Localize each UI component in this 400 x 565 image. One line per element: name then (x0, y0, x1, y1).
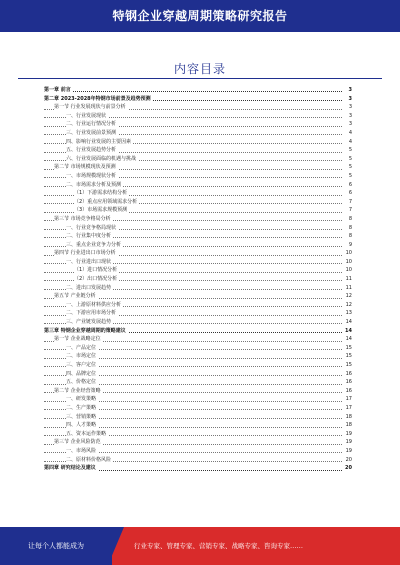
toc-row[interactable] (44, 352, 352, 361)
toc-entry-label: （1）下游需求结构分析 (74, 190, 128, 197)
toc-page-number: 16 (343, 378, 352, 387)
toc-entry-label: （2）重点应用领域需求分析 (74, 198, 138, 205)
toc-entry-label: 四、人才策略 (66, 422, 97, 429)
toc-entry-label: 二、市场需求分析及预测 (66, 181, 122, 188)
toc-page-number: 11 (343, 275, 352, 284)
toc-entry-label: 一、产品定位 (66, 344, 97, 351)
toc-row[interactable] (44, 215, 352, 224)
toc-row[interactable] (44, 163, 352, 172)
toc-row[interactable] (44, 413, 352, 422)
toc-entry-label: 第一章 前言 (44, 87, 71, 93)
toc-entry-label: 二、市场定位 (66, 353, 97, 360)
toc-row[interactable] (44, 309, 352, 318)
toc-row[interactable] (44, 138, 352, 147)
toc-row[interactable] (44, 421, 352, 430)
toc-page-number: 8 (343, 215, 352, 224)
toc-page-number: 8 (343, 232, 352, 241)
footer-brand-text: 让每个人都能成为 (0, 527, 112, 565)
toc-page-number: 6 (343, 181, 352, 190)
toc-page-number: 14 (343, 335, 352, 344)
report-title: 特钢企业穿越周期策略研究报告 (112, 9, 288, 23)
toc-entry-label: 第三节 企业风险防范 (54, 439, 101, 446)
toc-entry-label: 二、进出口发展趋势 (66, 284, 112, 291)
toc-entry-label: 五、资本运作策略 (66, 430, 107, 437)
toc-row[interactable] (44, 456, 352, 465)
toc-row[interactable] (44, 395, 352, 404)
toc-row[interactable] (44, 387, 352, 396)
toc-page-number: 13 (343, 309, 352, 318)
toc-page-number: 4 (343, 129, 352, 138)
toc-page-number: 18 (343, 421, 352, 430)
toc-page-number: 15 (343, 352, 352, 361)
footer-wedge (108, 527, 124, 565)
toc-row[interactable] (44, 120, 352, 129)
toc-entry-label: 二、下游应用市场分析 (66, 310, 117, 317)
toc-row[interactable] (44, 146, 352, 155)
toc-page-number: 19 (343, 438, 352, 447)
toc-row[interactable] (44, 361, 352, 370)
toc-row[interactable] (44, 438, 352, 447)
toc-entry-label: 三、产业链发展趋势 (66, 319, 112, 326)
toc-row[interactable] (44, 378, 352, 387)
toc-entry-label: 三、客户定位 (66, 362, 97, 368)
toc-page-number: 5 (343, 146, 352, 155)
toc-entry-label: （3）市场需求规模预测 (74, 207, 128, 214)
toc-page-number: 16 (343, 387, 352, 396)
toc-page-number: 5 (343, 163, 352, 172)
toc-entry-label: 第四节 行业进出口市场分析 (54, 250, 116, 257)
toc-chapter-row[interactable] (44, 95, 352, 104)
toc-entry-label: 一、市场规模现状分析 (66, 172, 117, 179)
toc-page-number: 15 (343, 361, 352, 370)
toc-entry-label: （2）出口情况分析 (74, 276, 118, 283)
toc-row[interactable] (44, 301, 352, 310)
toc-entry-label: 一、市场风险 (66, 447, 97, 454)
toc-page-number: 4 (343, 138, 352, 147)
toc-page-number: 12 (343, 301, 352, 310)
toc-page-number: 3 (343, 86, 352, 95)
toc-page-number: 12 (343, 292, 352, 301)
toc-entry-label: 第一节 行业发展现状与前景分析 (54, 104, 126, 111)
toc-page-number: 17 (343, 395, 352, 404)
toc-title: 内容目录 (173, 62, 226, 76)
toc-row[interactable] (44, 206, 352, 215)
toc-row[interactable] (44, 189, 352, 198)
toc-page-number: 18 (343, 413, 352, 422)
title-divider (18, 78, 382, 79)
toc-page-number: 20 (343, 464, 352, 473)
toc-page-number: 9 (343, 241, 352, 250)
toc-row[interactable] (44, 198, 352, 207)
report-header (0, 0, 400, 32)
toc-entry-label: 第二节 市场规模现状及预测 (54, 164, 116, 171)
toc-row[interactable] (44, 258, 352, 267)
toc-entry-label: 第三节 市场竞争格局分析 (54, 215, 111, 222)
toc-entry-label: （1）进口情况分析 (74, 267, 118, 274)
toc-row[interactable] (44, 335, 352, 344)
toc-row[interactable] (44, 241, 352, 250)
toc-leader-dots (44, 91, 344, 92)
toc-page-number: 8 (343, 224, 352, 233)
toc-row[interactable] (44, 181, 352, 190)
toc-entry-label: 三、重点企业竞争力分析 (66, 241, 122, 248)
toc-page-number: 14 (343, 327, 352, 336)
toc-page-number: 3 (343, 120, 352, 129)
toc-entry-label: 一、行业进出口现状 (66, 258, 112, 265)
toc-chapter-row[interactable] (44, 464, 352, 473)
toc-page-number: 19 (343, 430, 352, 439)
toc-entry-label: 五、行业发展趋势分析 (66, 147, 117, 154)
toc-row[interactable] (44, 275, 352, 284)
toc-page-number: 7 (343, 198, 352, 207)
toc-page-number: 10 (343, 258, 352, 267)
toc-row[interactable] (44, 404, 352, 413)
toc-row[interactable] (44, 103, 352, 112)
toc-page-number: 16 (343, 370, 352, 379)
toc-entry-label: 二、行业集中度分析 (66, 233, 112, 240)
toc-row[interactable] (44, 172, 352, 181)
toc-entry-label: 一、行业竞争格局现状 (66, 224, 117, 231)
toc-chapter-row[interactable] (44, 86, 352, 95)
toc-row[interactable] (44, 155, 352, 164)
toc-page-number: 15 (343, 344, 352, 353)
toc-page-number: 17 (343, 404, 352, 413)
toc-page-number: 10 (343, 266, 352, 275)
table-of-contents (44, 86, 352, 473)
toc-row[interactable] (44, 232, 352, 241)
toc-page-number: 5 (343, 155, 352, 164)
toc-row[interactable] (44, 318, 352, 327)
toc-entry-label: 二、原材料价格风险 (66, 456, 112, 463)
toc-entry-label: 六、行业发展面临的机遇与挑战 (66, 155, 137, 162)
toc-row[interactable] (44, 284, 352, 293)
footer-banner (0, 527, 400, 565)
toc-row[interactable] (44, 370, 352, 379)
toc-entry-label: 第三章 特钢企业穿越周期的策略建议 (44, 327, 126, 334)
toc-entry-label: 第一节 企业战略定位 (54, 336, 101, 343)
toc-row[interactable] (44, 112, 352, 121)
toc-page-number: 5 (343, 172, 352, 181)
toc-row[interactable] (44, 224, 352, 233)
toc-entry-label: 四、品牌定位 (66, 370, 97, 377)
toc-row[interactable] (44, 292, 352, 301)
toc-entry-label: 三、营销策略 (66, 413, 97, 420)
toc-page-number: 14 (343, 318, 352, 327)
toc-entry-label: 第二节 企业经营策略 (54, 387, 101, 394)
toc-page-number: 19 (343, 447, 352, 456)
toc-page-number: 6 (343, 189, 352, 198)
toc-entry-label: 第四章 研究结论及建议 (44, 465, 96, 472)
toc-page-number: 10 (343, 249, 352, 258)
toc-entry-label: 五、价格定位 (66, 379, 97, 386)
toc-entry-label: 一、行业发展现状 (66, 112, 107, 119)
toc-page-number: 3 (343, 103, 352, 112)
toc-row[interactable] (44, 430, 352, 439)
toc-entry-label: 二、行业运行情况分析 (66, 121, 117, 128)
toc-page-number: 20 (343, 456, 352, 465)
toc-entry-label: 三、行业发展前景预测 (66, 129, 117, 136)
toc-row[interactable] (44, 344, 352, 353)
toc-chapter-row[interactable] (44, 327, 352, 336)
footer-slogan: 行业专家、管理专家、营销专家、战略专家、咨询专家…… (112, 527, 400, 565)
toc-entry-label: 第五节 产业链分析 (54, 293, 96, 300)
toc-entry-label: 第二章 2023-2028年特钢市场前景及趋势预测 (44, 95, 151, 102)
toc-row[interactable] (44, 129, 352, 138)
toc-entry-label: 四、影响行业发展的主要因素 (66, 138, 132, 145)
toc-page-number: 7 (343, 206, 352, 215)
toc-page-number: 3 (343, 95, 352, 104)
toc-entry-label: 一、上游原材料供应分析 (66, 301, 122, 308)
toc-page-number: 11 (343, 284, 352, 293)
toc-row[interactable] (44, 249, 352, 258)
toc-row[interactable] (44, 447, 352, 456)
toc-page-number: 3 (343, 112, 352, 121)
toc-entry-label: 一、研发策略 (66, 396, 97, 403)
toc-row[interactable] (44, 266, 352, 275)
toc-entry-label: 二、生产策略 (66, 404, 97, 411)
